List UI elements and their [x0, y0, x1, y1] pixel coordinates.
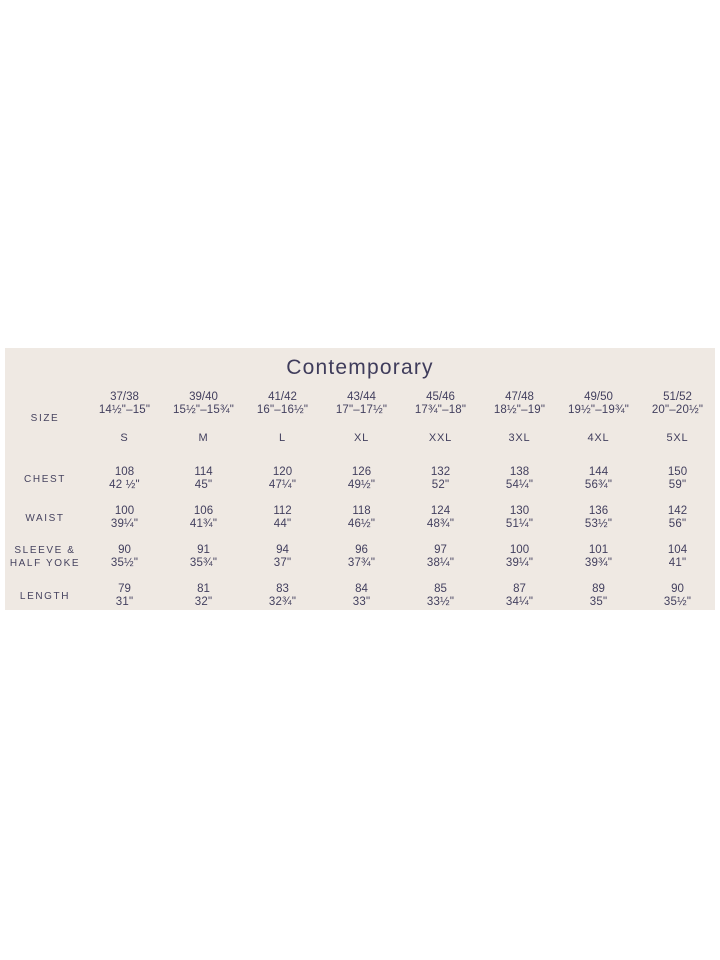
collar-size: 45/46 — [426, 391, 455, 403]
value-inches: 35¾" — [189, 557, 218, 569]
measurement-cell — [322, 505, 401, 531]
value-cm: 81 — [197, 583, 210, 595]
collar-size: 47/48 — [505, 391, 534, 403]
letter-size: 3XL — [508, 432, 531, 444]
measurement-cell — [638, 583, 715, 609]
value-cm: 100 — [114, 505, 135, 517]
size-column-header — [401, 391, 480, 445]
value-inches: 56" — [668, 518, 687, 530]
measurement-cell — [164, 466, 243, 492]
value-cm: 136 — [588, 505, 609, 517]
value-cm: 144 — [588, 466, 609, 478]
measurement-row — [5, 505, 715, 531]
collar-range-inches: 15½"–15¾" — [172, 404, 235, 416]
measurement-cell — [85, 466, 164, 492]
value-cm: 85 — [434, 583, 447, 595]
row-label-line: SLEEVE & — [14, 545, 76, 556]
value-cm: 97 — [434, 544, 447, 556]
collar-range-inches: 18½"–19" — [493, 404, 546, 416]
value-cm: 101 — [588, 544, 609, 556]
letter-size: XXL — [428, 432, 453, 444]
value-inches: 41" — [668, 557, 687, 569]
letter-size: L — [279, 432, 286, 444]
value-inches: 34¼" — [505, 596, 534, 608]
measurement-cell — [164, 583, 243, 609]
value-inches: 46½" — [347, 518, 376, 530]
row-label — [5, 473, 85, 486]
value-cm: 138 — [509, 466, 530, 478]
value-inches: 45" — [194, 479, 213, 491]
measurement-cell — [164, 544, 243, 570]
size-column-header — [638, 391, 715, 445]
value-cm: 126 — [351, 466, 372, 478]
collar-size: 37/38 — [110, 391, 139, 403]
row-label-line: HALF YOKE — [9, 558, 81, 569]
value-inches: 32¾" — [268, 596, 297, 608]
size-column-header — [243, 391, 322, 445]
value-inches: 56¾" — [584, 479, 613, 491]
value-inches: 44" — [273, 518, 292, 530]
value-inches: 51¼" — [505, 518, 534, 530]
value-inches: 37¾" — [347, 557, 376, 569]
value-cm: 90 — [671, 583, 684, 595]
measurement-cell — [638, 466, 715, 492]
value-inches: 59" — [668, 479, 687, 491]
value-inches: 32" — [194, 596, 213, 608]
size-column-header — [559, 391, 638, 445]
value-cm: 91 — [197, 544, 210, 556]
measurement-row — [5, 466, 715, 492]
value-inches: 41¾" — [189, 518, 218, 530]
value-cm: 94 — [276, 544, 289, 556]
measurement-cell — [243, 544, 322, 570]
collar-size: 41/42 — [268, 391, 297, 403]
value-cm: 112 — [273, 505, 292, 517]
value-cm: 96 — [355, 544, 368, 556]
measurement-cell — [401, 583, 480, 609]
measurement-cell — [164, 505, 243, 531]
measurement-cell — [480, 544, 559, 570]
value-inches: 33" — [352, 596, 371, 608]
measurement-cell — [322, 466, 401, 492]
value-cm: 84 — [355, 583, 368, 595]
row-label — [5, 590, 85, 603]
row-label — [5, 544, 85, 570]
value-inches: 39¾" — [584, 557, 613, 569]
measurement-cell — [480, 505, 559, 531]
size-column-header — [164, 391, 243, 445]
row-label-line: CHEST — [24, 473, 66, 485]
value-cm: 87 — [513, 583, 526, 595]
value-inches: 53½" — [584, 518, 613, 530]
collar-range-inches: 17"–17½" — [335, 404, 388, 416]
measurement-cell — [243, 466, 322, 492]
value-cm: 120 — [272, 466, 293, 478]
size-column-header — [85, 391, 164, 445]
value-cm: 132 — [430, 466, 451, 478]
collar-size: 49/50 — [584, 391, 613, 403]
value-cm: 106 — [193, 505, 214, 517]
value-inches: 31" — [115, 596, 134, 608]
letter-size: M — [198, 432, 209, 444]
collar-range-inches: 19½"–19¾" — [567, 404, 630, 416]
size-column-header — [480, 391, 559, 445]
collar-size: 43/44 — [347, 391, 376, 403]
value-cm: 100 — [509, 544, 530, 556]
size-column-header — [322, 391, 401, 445]
value-cm: 89 — [592, 583, 605, 595]
row-label — [5, 512, 85, 525]
measurement-cell — [559, 466, 638, 492]
measurement-cell — [322, 583, 401, 609]
measurement-cell — [401, 544, 480, 570]
measurement-cell — [243, 583, 322, 609]
value-cm: 108 — [114, 466, 135, 478]
measurement-cell — [559, 505, 638, 531]
measurement-cell — [480, 466, 559, 492]
value-inches: 37" — [273, 557, 292, 569]
measurement-cell — [559, 583, 638, 609]
value-inches: 48¾" — [426, 518, 455, 530]
collar-size: 51/52 — [663, 391, 692, 403]
measurement-cell — [85, 583, 164, 609]
measurement-cell — [401, 505, 480, 531]
value-cm: 104 — [667, 544, 688, 556]
collar-range-inches: 14½"–15" — [98, 404, 151, 416]
collar-range-inches: 20"–20½" — [651, 404, 704, 416]
measurement-rows — [5, 466, 715, 609]
measurement-cell — [480, 583, 559, 609]
value-inches: 35½" — [110, 557, 139, 569]
letter-size: S — [120, 432, 129, 444]
value-cm: 142 — [667, 505, 688, 517]
value-cm: 118 — [352, 505, 371, 517]
value-inches: 38¼" — [426, 557, 455, 569]
value-cm: 130 — [509, 505, 530, 517]
measurement-cell — [401, 466, 480, 492]
measurement-row — [5, 583, 715, 609]
measurement-cell — [322, 544, 401, 570]
collar-range-inches: 17¾"–18" — [414, 404, 467, 416]
value-inches: 49½" — [347, 479, 376, 491]
value-inches: 54¼" — [505, 479, 534, 491]
letter-size: 5XL — [666, 432, 689, 444]
measurement-cell — [638, 505, 715, 531]
value-inches: 39¼" — [505, 557, 534, 569]
collar-size: 39/40 — [189, 391, 218, 403]
value-inches: 39¼" — [110, 518, 139, 530]
chart-title: Contemporary — [286, 356, 434, 379]
value-cm: 79 — [118, 583, 131, 595]
row-label-line: LENGTH — [19, 590, 71, 602]
measurement-cell — [559, 544, 638, 570]
value-inches: 42 ½" — [109, 479, 140, 491]
value-cm: 114 — [194, 466, 213, 478]
value-cm: 83 — [276, 583, 289, 595]
size-chart-panel — [5, 348, 715, 610]
collar-range-inches: 16"–16½" — [256, 404, 309, 416]
row-label-size: SIZE — [30, 412, 60, 424]
value-cm: 90 — [118, 544, 131, 556]
measurement-cell — [85, 544, 164, 570]
value-inches: 35½" — [663, 596, 692, 608]
value-inches: 33½" — [426, 596, 455, 608]
measurement-cell — [85, 505, 164, 531]
value-inches: 47¼" — [268, 479, 297, 491]
value-inches: 35" — [589, 596, 608, 608]
size-chart-table — [5, 391, 715, 609]
measurement-cell — [638, 544, 715, 570]
letter-size: 4XL — [587, 432, 610, 444]
value-cm: 124 — [430, 505, 451, 517]
measurement-row — [5, 544, 715, 570]
size-header-row — [5, 391, 715, 445]
row-label-line: WAIST — [25, 512, 65, 524]
measurement-cell — [243, 505, 322, 531]
letter-size: XL — [353, 432, 370, 444]
value-cm: 150 — [667, 466, 688, 478]
value-inches: 52" — [431, 479, 450, 491]
